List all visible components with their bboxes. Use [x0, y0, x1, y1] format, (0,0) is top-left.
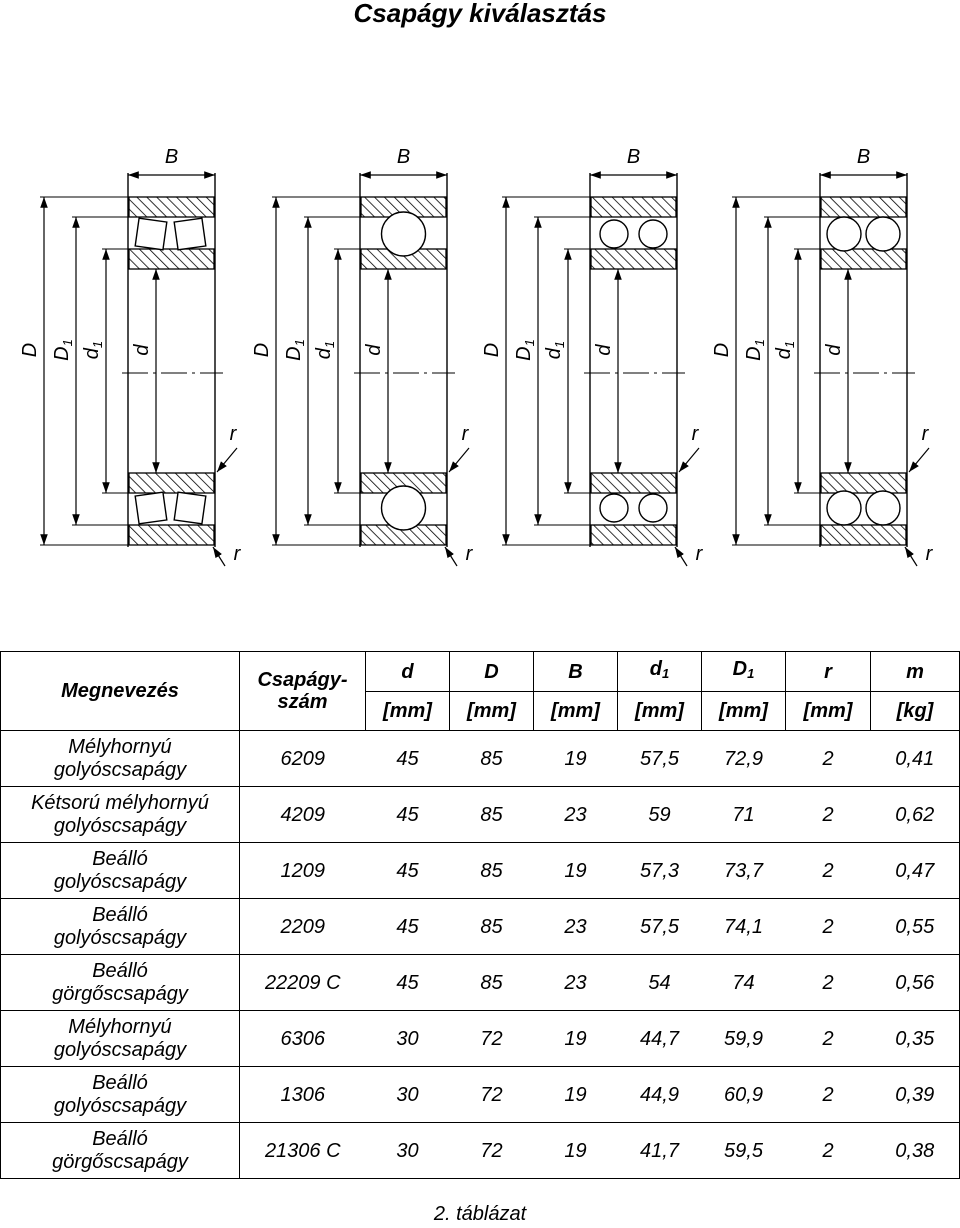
- cell-m: 0,62: [871, 787, 960, 843]
- ball-bottom: [382, 486, 426, 530]
- pointer-r-inner: [679, 448, 699, 472]
- bearing-name-line1: Beálló: [92, 1127, 148, 1150]
- cell-D1: 60,9: [702, 1067, 786, 1123]
- cell-num: 2209: [240, 899, 366, 955]
- label-d: d: [823, 344, 845, 356]
- inner-ring-bottom: [129, 473, 214, 493]
- label-d: d: [363, 344, 385, 356]
- cell-d: 45: [366, 843, 450, 899]
- label-B: B: [164, 146, 179, 168]
- table-row: [1, 787, 960, 843]
- cell-B: 23: [534, 899, 618, 955]
- cell-num: 4209: [240, 787, 366, 843]
- cell-D: 85: [450, 787, 534, 843]
- pointer-r-outer: [905, 547, 917, 566]
- ball-bottom-2: [866, 491, 900, 525]
- cell-B: 23: [534, 787, 618, 843]
- cell-m: 0,47: [871, 843, 960, 899]
- bearing-spec-table: [0, 651, 960, 1179]
- cell-d1: 57,5: [618, 731, 702, 787]
- ball-bottom-1: [827, 491, 861, 525]
- outer-ring-bottom: [821, 525, 906, 545]
- cell-d1: 57,3: [618, 843, 702, 899]
- cell-D: 85: [450, 843, 534, 899]
- cell-D: 72: [450, 1067, 534, 1123]
- bearing-name: [1, 1123, 240, 1179]
- cell-D1: 74,1: [702, 899, 786, 955]
- header-D: D: [450, 652, 534, 692]
- inner-ring-top: [821, 249, 906, 269]
- label-d1: $d_1$: [313, 340, 337, 360]
- cell-D1: 71: [702, 787, 786, 843]
- inner-ring-top: [591, 249, 676, 269]
- label-B: B: [396, 146, 411, 168]
- unit-D: [mm]: [450, 692, 534, 731]
- label-d1: $d_1$: [81, 340, 105, 360]
- cell-D: 72: [450, 1123, 534, 1179]
- ball-top-2: [639, 220, 667, 248]
- label-d: d: [593, 344, 615, 356]
- unit-B: [mm]: [534, 692, 618, 731]
- bearing-name-line2: golyóscsapágy: [53, 758, 187, 781]
- header-B: B: [534, 652, 618, 692]
- bearing-name: [1, 843, 240, 899]
- label-d1: $d_1$: [543, 340, 567, 360]
- cell-d1: 59: [618, 787, 702, 843]
- roller-top-1: [135, 218, 167, 250]
- table-row: [1, 899, 960, 955]
- cell-B: 19: [534, 1011, 618, 1067]
- unit-r: [mm]: [786, 692, 871, 731]
- cell-m: 0,41: [871, 731, 960, 787]
- label-D: D: [19, 342, 41, 358]
- bearing-name-line2: golyóscsapágy: [53, 870, 187, 893]
- cell-D1: 74: [702, 955, 786, 1011]
- label-r-inner: r: [229, 423, 237, 445]
- table-caption: 2. táblázat: [433, 1203, 527, 1225]
- cell-d: 30: [366, 1011, 450, 1067]
- bearing-3: [481, 146, 704, 566]
- bearing-name: [1, 731, 240, 787]
- label-r-outer: r: [233, 543, 241, 565]
- pointer-r-outer: [213, 547, 225, 566]
- cell-r: 2: [786, 843, 871, 899]
- cell-m: 0,56: [871, 955, 960, 1011]
- pointer-r-outer: [675, 547, 687, 566]
- header-D1: $D_1$: [702, 652, 786, 692]
- header-d1: $d_1$: [618, 652, 702, 692]
- ball-top-1: [827, 217, 861, 251]
- header-d: d: [366, 652, 450, 692]
- label-B: B: [856, 146, 871, 168]
- header-number-line1: Csapágy-: [257, 669, 348, 691]
- label-D: D: [251, 342, 273, 358]
- bearing-name-line2: golyóscsapágy: [53, 1038, 187, 1061]
- header-name: Megnevezés: [1, 652, 240, 731]
- roller-bottom-1: [135, 492, 167, 524]
- label-r-inner: r: [921, 423, 929, 445]
- cell-D1: 73,7: [702, 843, 786, 899]
- bearing-name-line1: Beálló: [92, 959, 148, 982]
- cell-B: 19: [534, 843, 618, 899]
- cell-num: 6209: [240, 731, 366, 787]
- pointer-r-inner: [909, 448, 929, 472]
- label-D: D: [481, 342, 503, 358]
- cell-m: 0,35: [871, 1011, 960, 1067]
- cell-D1: 59,9: [702, 1011, 786, 1067]
- cell-d1: 44,7: [618, 1011, 702, 1067]
- label-r-inner: r: [461, 423, 469, 445]
- cell-d: 45: [366, 955, 450, 1011]
- unit-d1: [mm]: [618, 692, 702, 731]
- cell-B: 19: [534, 1067, 618, 1123]
- outer-ring-bottom: [129, 525, 214, 545]
- cell-D1: 59,5: [702, 1123, 786, 1179]
- cell-d: 45: [366, 899, 450, 955]
- cell-d: 30: [366, 1123, 450, 1179]
- bearing-2: [251, 146, 474, 566]
- outer-ring-bottom: [591, 525, 676, 545]
- cell-d: 45: [366, 787, 450, 843]
- table-row: [1, 955, 960, 1011]
- bearing-name-line2: görgőscsapágy: [52, 982, 188, 1005]
- cell-num: 6306: [240, 1011, 366, 1067]
- cell-D: 85: [450, 899, 534, 955]
- unit-m: [kg]: [871, 692, 960, 731]
- bearing-name-line1: Beálló: [92, 903, 148, 926]
- roller-top-2: [174, 218, 206, 250]
- cell-d1: 57,5: [618, 899, 702, 955]
- cell-r: 2: [786, 955, 871, 1011]
- bearing-name: [1, 899, 240, 955]
- cell-num: 21306 C: [240, 1123, 366, 1179]
- label-r-inner: r: [691, 423, 699, 445]
- header-number: [240, 652, 366, 731]
- table-row: [1, 1011, 960, 1067]
- bearing-name-line2: golyóscsapágy: [53, 1094, 187, 1117]
- cell-r: 2: [786, 1011, 871, 1067]
- label-d1: $d_1$: [773, 340, 797, 360]
- unit-D1: [mm]: [702, 692, 786, 731]
- label-B: B: [626, 146, 641, 168]
- header-number-line2: szám: [277, 691, 328, 713]
- bearing-1: [19, 146, 242, 566]
- label-r-outer: r: [695, 543, 703, 565]
- bearing-name-line2: görgőscsapágy: [52, 1150, 188, 1173]
- bearing-name-line1: Mélyhornyú: [68, 1015, 172, 1038]
- cell-m: 0,39: [871, 1067, 960, 1123]
- cell-d: 45: [366, 731, 450, 787]
- cell-B: 23: [534, 955, 618, 1011]
- label-d: d: [131, 344, 153, 356]
- bearing-cross-section-drawing: [0, 140, 960, 580]
- outer-ring-top: [591, 197, 676, 217]
- cell-r: 2: [786, 787, 871, 843]
- cell-m: 0,55: [871, 899, 960, 955]
- cell-r: 2: [786, 899, 871, 955]
- cell-r: 2: [786, 1067, 871, 1123]
- cell-D1: 72,9: [702, 731, 786, 787]
- header-m: m: [871, 652, 960, 692]
- pointer-r-inner: [449, 448, 469, 472]
- inner-ring-bottom: [591, 473, 676, 493]
- table-row: [1, 731, 960, 787]
- bearing-name: [1, 787, 240, 843]
- cell-d1: 54: [618, 955, 702, 1011]
- roller-bottom-2: [174, 492, 206, 524]
- inner-ring-bottom: [821, 473, 906, 493]
- bearing-name: [1, 955, 240, 1011]
- cell-B: 19: [534, 731, 618, 787]
- bearing-name-line2: golyóscsapágy: [53, 814, 187, 837]
- cell-B: 19: [534, 1123, 618, 1179]
- bearing-name-line1: Kétsorú mélyhornyú: [31, 791, 209, 814]
- label-r-outer: r: [925, 543, 933, 565]
- outer-ring-top: [821, 197, 906, 217]
- cell-r: 2: [786, 731, 871, 787]
- page-title: Csapágy kiválasztás: [353, 0, 607, 28]
- outer-ring-top: [129, 197, 214, 217]
- ball-bottom-1: [600, 494, 628, 522]
- bearing-name: [1, 1067, 240, 1123]
- table-row: [1, 1123, 960, 1179]
- bearing-name-line2: golyóscsapágy: [53, 926, 187, 949]
- cell-m: 0,38: [871, 1123, 960, 1179]
- bearing-name-line1: Beálló: [92, 1071, 148, 1094]
- bearing-name-line1: Mélyhornyú: [68, 735, 172, 758]
- cell-D: 85: [450, 955, 534, 1011]
- table-row: [1, 1067, 960, 1123]
- label-D: D: [711, 342, 733, 358]
- label-r-outer: r: [465, 543, 473, 565]
- table-row: [1, 843, 960, 899]
- ball-top: [382, 212, 426, 256]
- cell-D: 85: [450, 731, 534, 787]
- cell-d: 30: [366, 1067, 450, 1123]
- bearing-4: [711, 146, 934, 566]
- pointer-r-inner: [217, 448, 237, 472]
- bearing-name: [1, 1011, 240, 1067]
- pointer-r-outer: [445, 547, 457, 566]
- label-D1: $D_1$: [51, 339, 75, 361]
- cell-D: 72: [450, 1011, 534, 1067]
- cell-d1: 41,7: [618, 1123, 702, 1179]
- ball-top-2: [866, 217, 900, 251]
- unit-d: [mm]: [366, 692, 450, 731]
- bearing-name-line1: Beálló: [92, 847, 148, 870]
- label-D1: $D_1$: [513, 339, 537, 361]
- cell-d1: 44,9: [618, 1067, 702, 1123]
- label-D1: $D_1$: [743, 339, 767, 361]
- cell-num: 1209: [240, 843, 366, 899]
- cell-num: 1306: [240, 1067, 366, 1123]
- ball-top-1: [600, 220, 628, 248]
- label-D1: $D_1$: [283, 339, 307, 361]
- ball-bottom-2: [639, 494, 667, 522]
- header-r: r: [786, 652, 871, 692]
- inner-ring-top: [129, 249, 214, 269]
- cell-num: 22209 C: [240, 955, 366, 1011]
- cell-r: 2: [786, 1123, 871, 1179]
